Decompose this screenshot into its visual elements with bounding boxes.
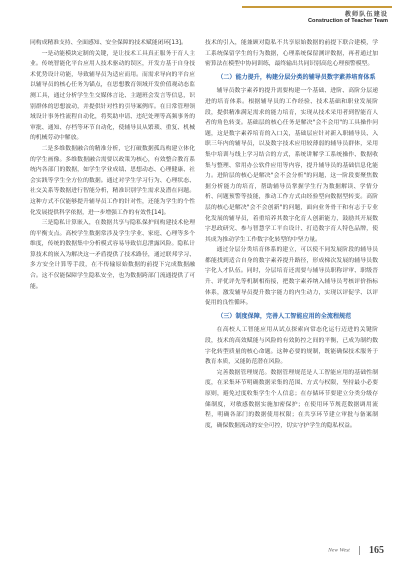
- journal-name: New West: [328, 547, 350, 554]
- right-column: [205, 38, 378, 538]
- left-column: [30, 38, 195, 538]
- paragraph: 在高校人工智能应用从试点探索向常态化运行迈进的关键阶段，技术的高效赋能与风险的有效防控之间的平衡，已成为制约数字化转型质量的核心命题。这种必要的规制，既能确保技术服务于教育本质，又能防范潜在风险。: [205, 327, 378, 366]
- section-heading-2: （二）能力提升，构建分层分类的辅导员数字素养培育体系: [217, 73, 376, 81]
- paragraph: 通过分层分类培育体系的建立，可以使不同发展阶段的辅导员都能找到适合自身的数字素养提升路径，形成梯次发展的辅导员数字化人才队伍。同时，分层培育还需要与辅导员职称评审、职级晋升、评优评先等机制相衔接，把数字素养纳入辅导员考核评价指标体系，激发辅导员提升数字能力的内生动力，实现以评促学、以评促用的良性循环。: [205, 247, 378, 307]
- paragraph: 二是多维数据融合的精准分析，它打破数据孤岛构建立体化的学生画像。多维数据融合需要以政策为核心，有效整合教育系统内各部门的数据，如学生学业成绩、思想动态、心理健康、社会实践等学生全方位的数据。通过对学生学习行为、心理状态、社交关系等数据进行智能分析，精准识别学生需求及潜在问题。这种方式不仅能够提升辅导员工作的针对性，还能为学生的个性化发展提供科学依据，进一步增强工作的有效性[14]。: [30, 145, 195, 216]
- section-heading-3: （三）制度保障，完善人工智能应用的全流程规范: [217, 312, 352, 320]
- paragraph: 一是动能模块定制的关键，是让技术工具真正服务于育人主业。传统智能化平台应用人技术驱动的误区，开发方基于自身技术优势设计功能，导致辅导员为适应而用。而需求导向的平台应以辅导员的核心任务为锚点，在思想教育领域开发价值观动态监测工具，通过分析学生生交媒体言论、主题班会发言等信息，识别群体的思想波动，并提供针对性的引导案例库。在日常管理领域设计事务性流程自动化，将奖助申请、违纪处理等高频事务的审批、通知、存档等环节自动化，使辅导员从繁琐、重复、机械的机械劳动中解放。: [30, 50, 195, 142]
- page-footer: [328, 540, 384, 554]
- paragraph: 辅导员数字素养的提升需要构建一个基础、进阶、高阶分层递进的培育体系。根据辅导员的工作经验、技术基础和职业发展阶段，提供精准满足需求的能力培育，实现从技术采用者到智能育人者的角色转变。基础层的核心任务是解决"会不会用"的工具操作问题，这是数字素养培育的入口关，基础层应针对新入职辅导员、入职三年内的辅导员，以及数字技术应用较薄弱的辅导员群体，采用集中培训与线上学习结合的方式，系统讲解学工系统操作、数据收集与整理、常用办公软件应用等内容，提升辅导员的基础信息化能力。进阶层的核心是解决"会不会分析"的问题，这一阶段要聚焦数据分析能力的培育，帮助辅导员掌握学生行为数据解读、学情分析、问题预警等技能，推动工作方式由经验型向数据型转变。高阶层的核心是解决"会不会创新"的问题，面向业务骨干和有志于专业化发展的辅导员，着重培养其数字化育人创新能力，鼓励其开展数字思政研究、参与智慧学工平台设计、打造数字育人特色品牌，使其成为推动学生工作数字化转型的中坚力量。: [205, 88, 378, 243]
- paragraph: 三是隐私计算嵌入，在数据共享与隐私保护间构建技术伦理的平衡支点。高校学生数据常涉及学生学业、家庭、心理等多个维度，传统的数据集中分析模式容易导致信息泄露风险。隐私计算技术的嵌入为解决这一矛盾提供了技术路径，通过联邦学习、多方安全计算等手段，在不传输原始数据的前提下完成数据融合。这不仅能保障学生隐私安全，也为数据跨部门流通提供了可能。: [30, 220, 195, 290]
- header-accent-bar: [242, 6, 392, 8]
- page-header: [242, 6, 392, 28]
- column-title-cn: 教师队伍建设: [344, 11, 388, 18]
- page-number: 165: [369, 545, 384, 556]
- footer-divider: [359, 546, 360, 555]
- paragraph: 技术的引入，能兼顾对隐私不共享原始数据的前提下联合建模，学工系统保留学生的行为数据，心理系统保留测评数据，再者通过加密算法在模型中协同训练，最终输出共同识别高危心理预警模型。: [205, 40, 378, 68]
- paragraph: 完善数据管理规范。数据管理规范是人工智能应用的基础性制度，在采集环节明确数据采集的范围、方式与权限，坚持最小必要原则，避免过度收集学生个人信息；在存储环节要建立分类分级存储制度，对敏感数据实施加密保护；在使用环节规范数据调用流程，明确各部门的数据使用权限；在共享环节建立审批与备案制度，确保数据流动的安全可控，切实守护学生的隐私权益。: [205, 369, 378, 429]
- paragraph: 同构成精准支持、全面感知、安全保障的技术赋能闭环[13]。: [30, 40, 187, 46]
- column-title-en: Construction of Teacher Team: [308, 18, 388, 24]
